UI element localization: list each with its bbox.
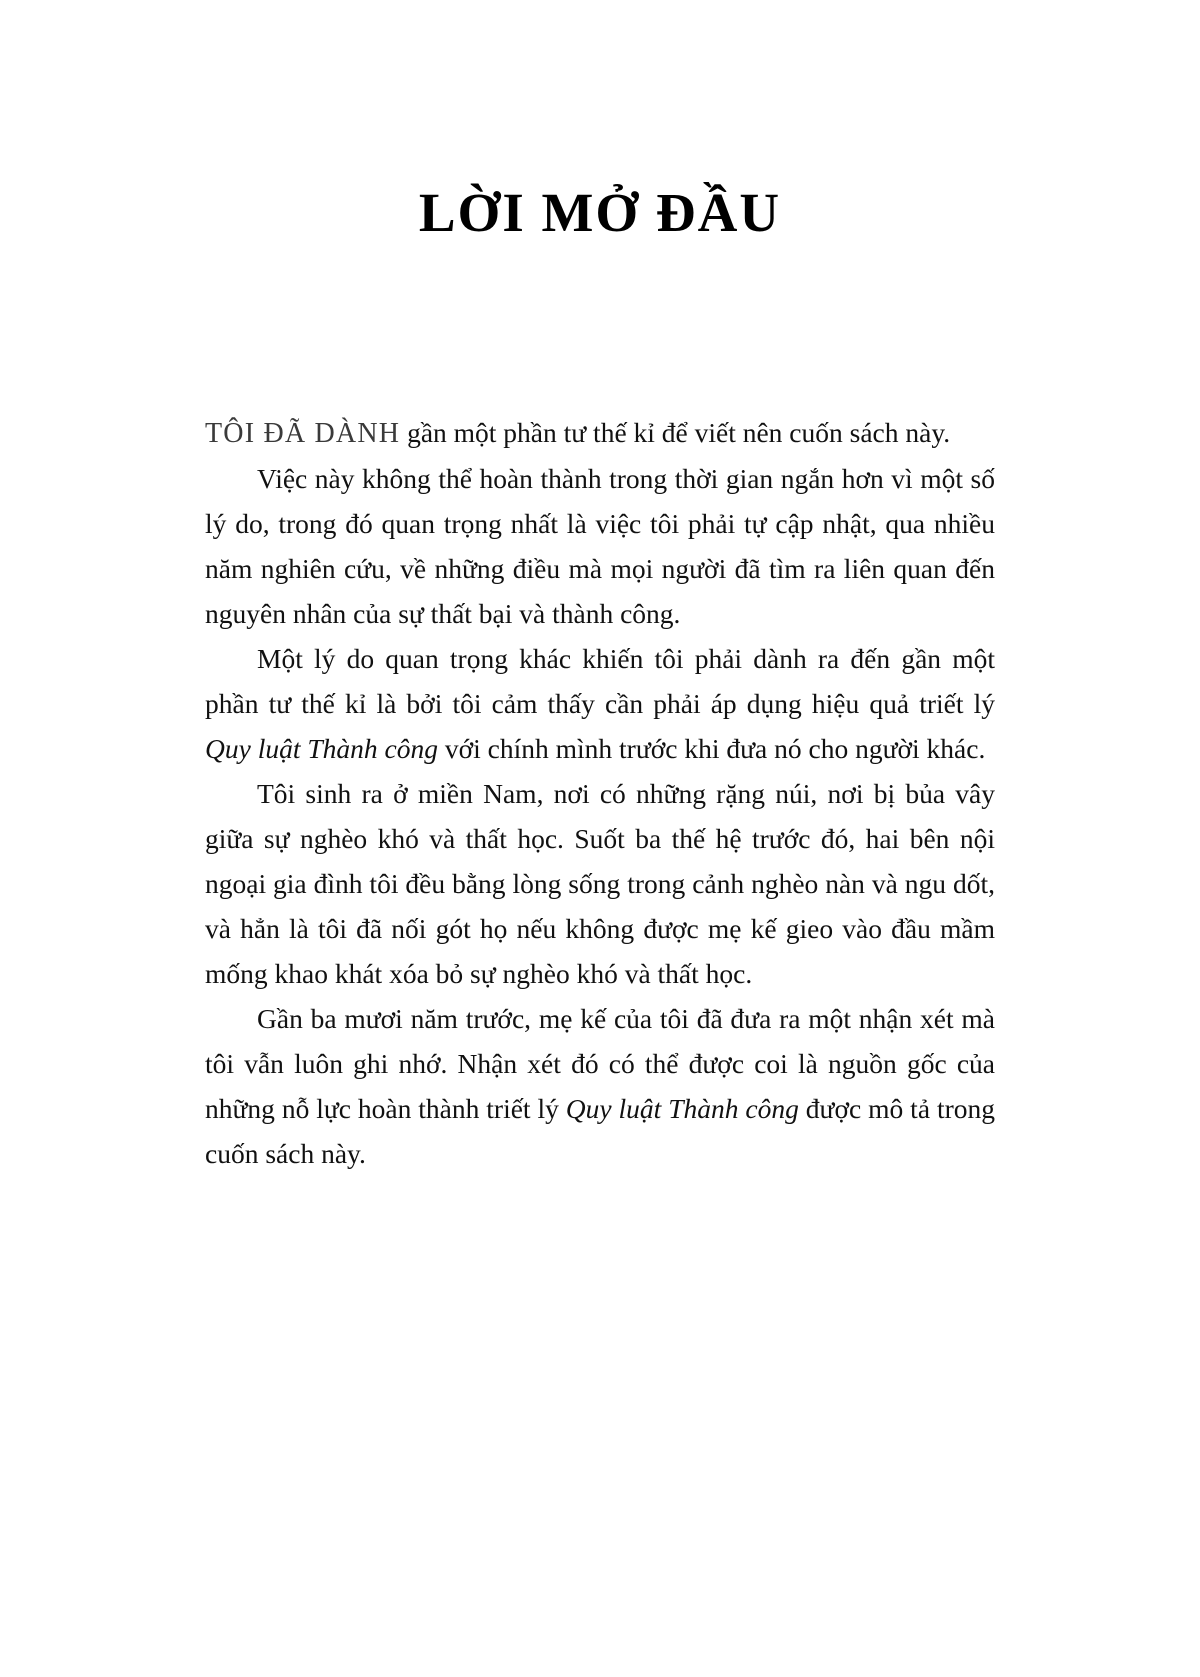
book-title-mention: Quy luật Thành công bbox=[565, 1092, 799, 1124]
paragraph-1 bbox=[205, 410, 995, 456]
paragraph-5-text-after: được mô tả trong cuốn sách này. bbox=[205, 1092, 995, 1169]
page-title: LỜI MỞ ĐẦU bbox=[418, 182, 782, 243]
paragraph-2 bbox=[205, 456, 995, 636]
paragraph-3 bbox=[205, 636, 995, 771]
paragraph-lead-in: TÔI ĐÃ DÀNH bbox=[205, 417, 401, 449]
paragraph-3-text-before: Một lý do quan trọng khác khiến tôi phải dành ra đến gần một phần tư thế kỉ là bởi tôi cảm thấy cần phải áp dụng hiệu quả triết lý bbox=[205, 642, 995, 719]
paragraph-4-text: Tôi sinh ra ở miền Nam, nơi có những rặng núi, nơi bị bủa vây giữa sự nghèo khó và thất học. Suốt ba thế hệ trước đó, hai bên nội ngoại gia đình tôi đều bằng lòng sống trong cảnh nghèo nàn và ngu dốt, và hẳn là tôi đã nối gót họ nếu không được mẹ kế gieo vào đầu mầm mống khao khát xóa bỏ sự nghèo khó và thất học. bbox=[205, 777, 995, 989]
book-title-mention: Quy luật Thành công bbox=[205, 732, 438, 764]
paragraph-3-text-after: với chính mình trước khi đưa nó cho người khác. bbox=[437, 732, 986, 764]
paragraph-2-text: Việc này không thể hoàn thành trong thời gian ngắn hơn vì một số lý do, trong đó quan trọng nhất là việc tôi phải tự cập nhật, qua nhiều năm nghiên cứu, về những điều mà mọi người đã tìm ra liên quan đến nguyên nhân của sự thất bại và thành công. bbox=[205, 462, 995, 629]
body-text bbox=[205, 244, 995, 1176]
paragraph-1-text: gần một phần tư thế kỉ để viết nên cuốn sách này. bbox=[400, 416, 951, 448]
paragraph-4 bbox=[205, 771, 995, 996]
paragraph-5-text-before: Gần ba mươi năm trước, mẹ kế của tôi đã đưa ra một nhận xét mà tôi vẫn luôn ghi nhớ. Nhận xét đó có thể được coi là nguồn gốc của những nỗ lực hoàn thành triết lý bbox=[205, 1002, 995, 1124]
paragraph-5 bbox=[205, 996, 995, 1176]
